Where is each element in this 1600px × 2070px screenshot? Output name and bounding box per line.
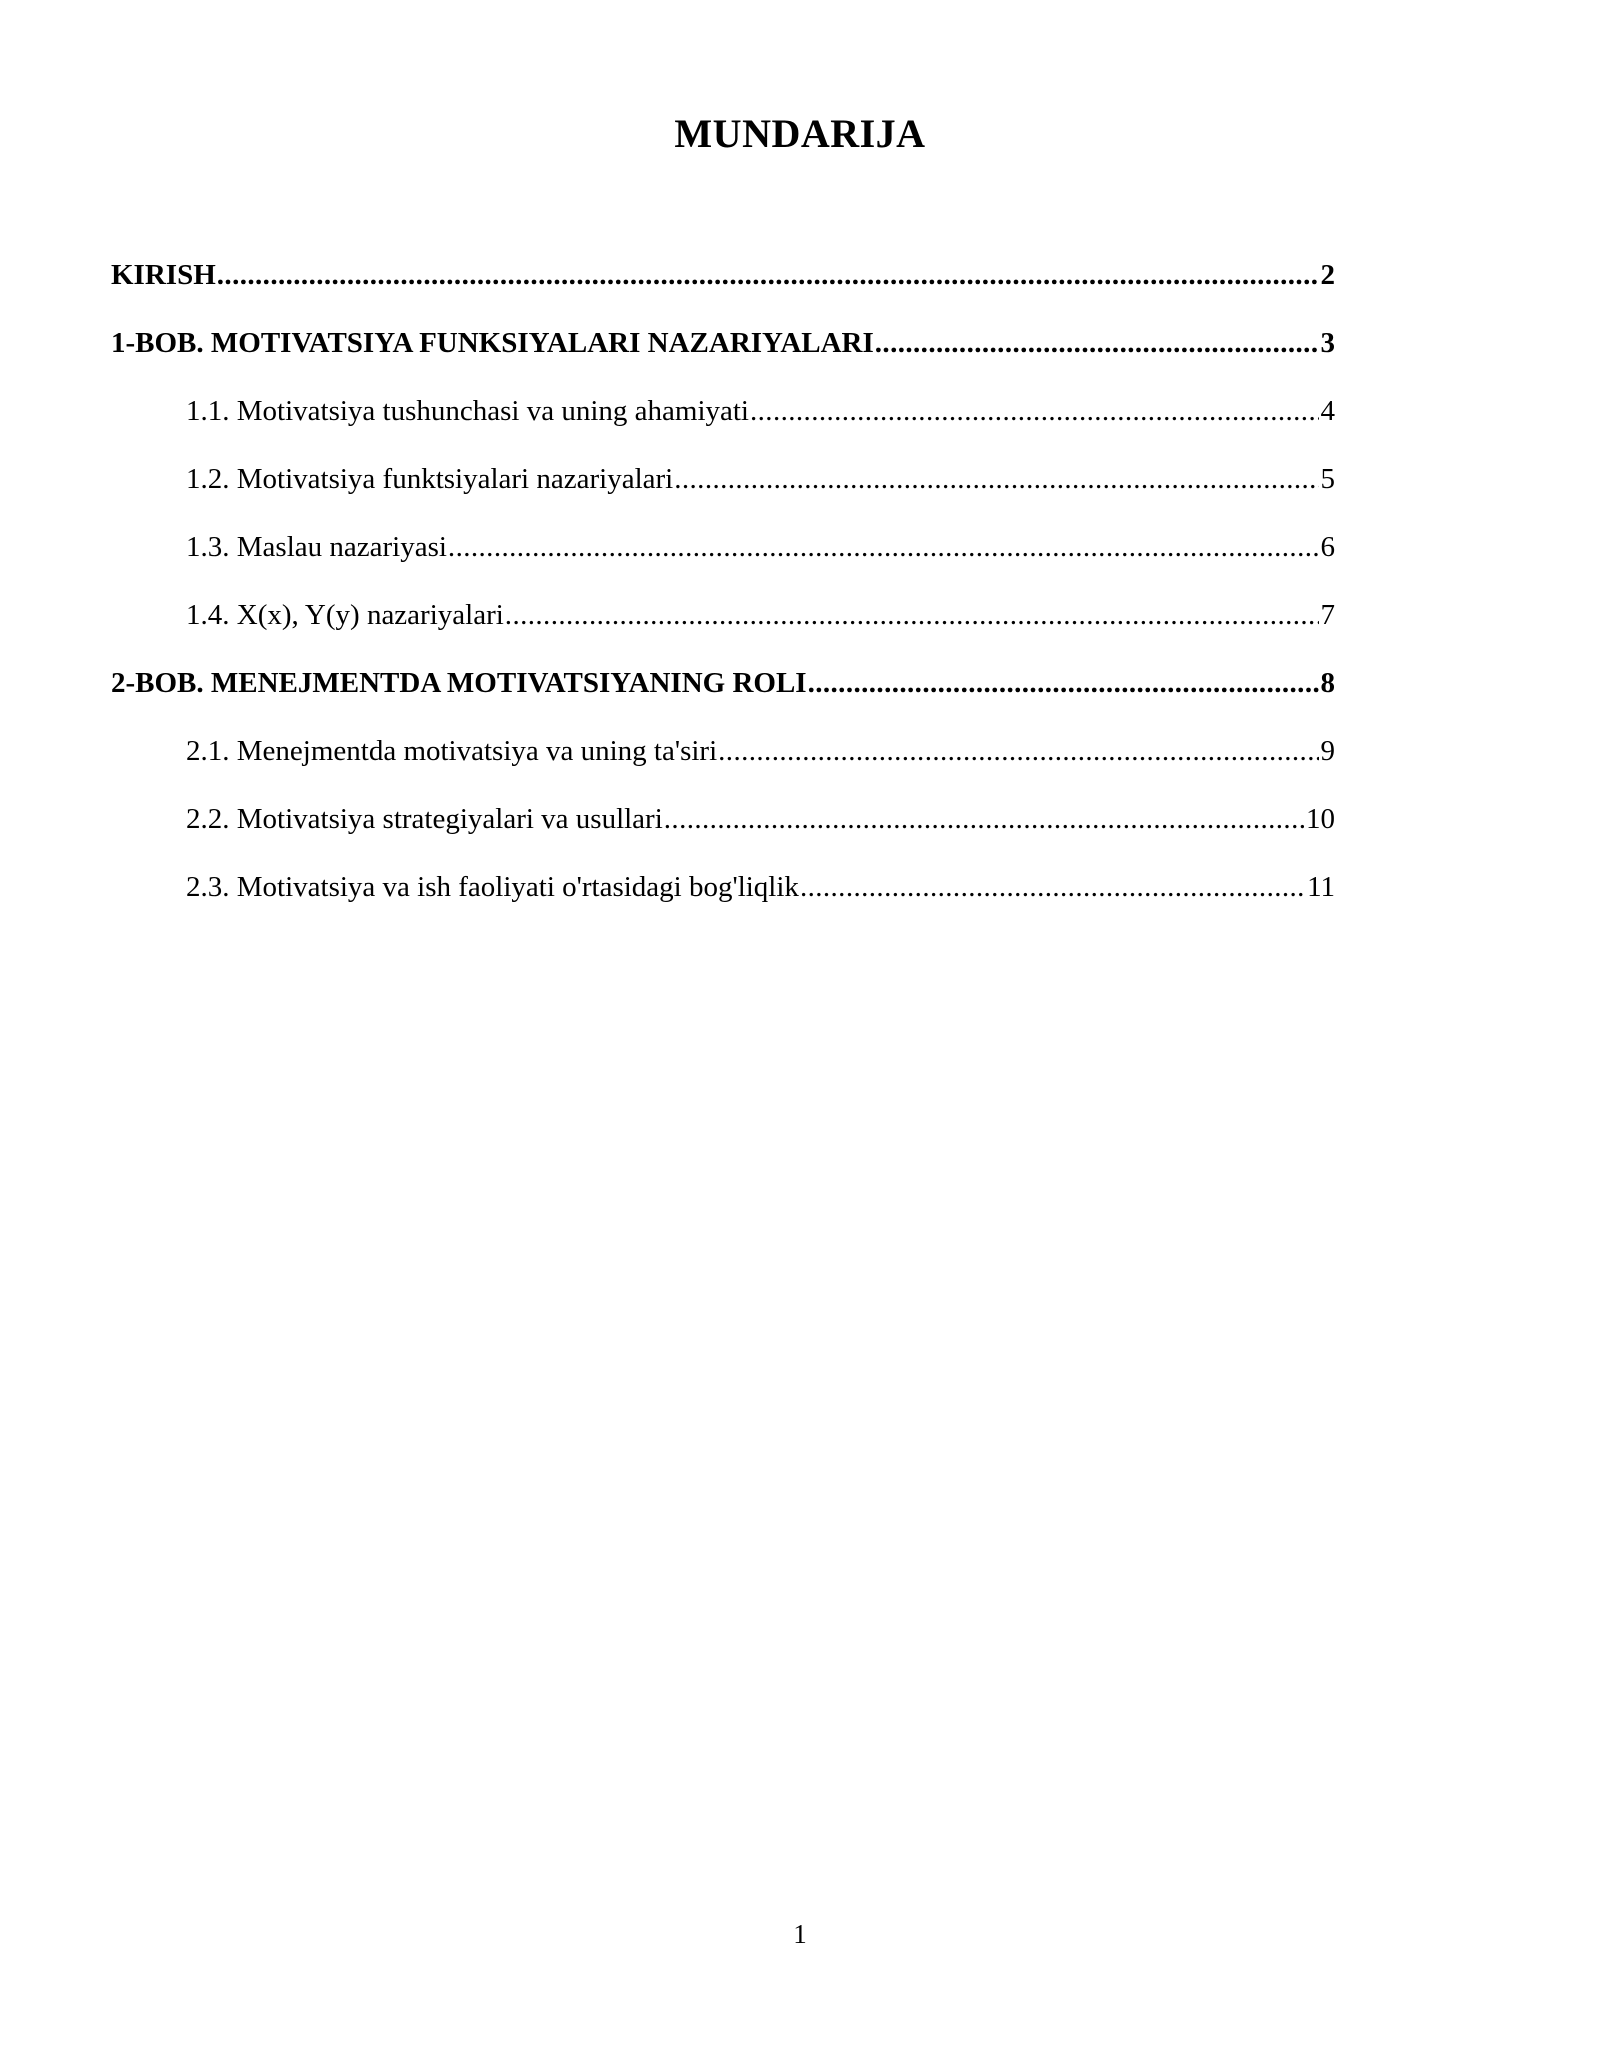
- toc-dot-leader: [800, 863, 1305, 911]
- toc-entry-section-2-2[interactable]: [111, 795, 1335, 863]
- toc-entry-page: 4: [1320, 395, 1335, 427]
- toc-entry-label: 1.3. Maslau nazariyasi: [186, 531, 447, 563]
- toc-entry-section-1-4[interactable]: [111, 591, 1335, 659]
- toc-entry-page: 8: [1320, 667, 1335, 699]
- toc-entry-chapter-1[interactable]: [111, 319, 1335, 387]
- toc-entry-label: 2.1. Menejmentda motivatsiya va uning ta'siri: [186, 735, 718, 767]
- toc-entry-label: 2-BOB. MENEJMENTDA MOTIVATSIYANING ROLI: [111, 667, 807, 699]
- table-of-contents: [111, 251, 1335, 931]
- toc-entry-section-1-3[interactable]: [111, 523, 1335, 591]
- toc-entry-section-1-1[interactable]: [111, 387, 1335, 455]
- toc-dot-leader: [808, 659, 1319, 707]
- toc-dot-leader: [718, 727, 1318, 775]
- toc-entry-label: KIRISH: [111, 259, 216, 291]
- toc-dot-leader: [505, 591, 1319, 639]
- toc-dot-leader: [750, 387, 1319, 435]
- toc-entry-chapter-2[interactable]: [111, 659, 1335, 727]
- toc-dot-leader: [875, 319, 1319, 367]
- toc-dot-leader: [448, 523, 1319, 571]
- toc-entry-label: 2.2. Motivatsiya strategiyalari va usullari: [186, 803, 663, 835]
- toc-entry-page: 10: [1306, 803, 1335, 835]
- toc-entry-kirish[interactable]: [111, 251, 1335, 319]
- toc-entry-page: 6: [1320, 531, 1335, 563]
- toc-entry-page: 9: [1320, 735, 1335, 767]
- toc-entry-page: 2: [1320, 259, 1335, 291]
- toc-entry-label: 1.1. Motivatsiya tushunchasi va uning ahamiyati: [186, 395, 749, 427]
- toc-dot-leader: [674, 455, 1318, 503]
- toc-entry-label: 2.3. Motivatsiya va ish faoliyati o'rtasidagi bog'liqlik: [186, 871, 799, 903]
- toc-entry-page: 7: [1320, 599, 1335, 631]
- toc-dot-leader: [217, 251, 1319, 299]
- toc-dot-leader: [664, 795, 1304, 843]
- toc-entry-section-1-2[interactable]: [111, 455, 1335, 523]
- toc-entry-section-2-3[interactable]: [111, 863, 1335, 931]
- toc-entry-page: 11: [1307, 871, 1335, 903]
- page-title: MUNDARIJA: [674, 111, 926, 156]
- toc-entry-section-2-1[interactable]: [111, 727, 1335, 795]
- page-number: 1: [793, 1919, 807, 1949]
- toc-entry-page: 3: [1320, 327, 1335, 359]
- toc-entry-label: 1.4. X(x), Y(y) nazariyalari: [186, 599, 504, 631]
- toc-entry-label: 1.2. Motivatsiya funktsiyalari nazariyalari: [186, 463, 674, 495]
- toc-entry-page: 5: [1320, 463, 1335, 495]
- toc-entry-label: 1-BOB. MOTIVATSIYA FUNKSIYALARI NAZARIYALARI: [111, 327, 874, 359]
